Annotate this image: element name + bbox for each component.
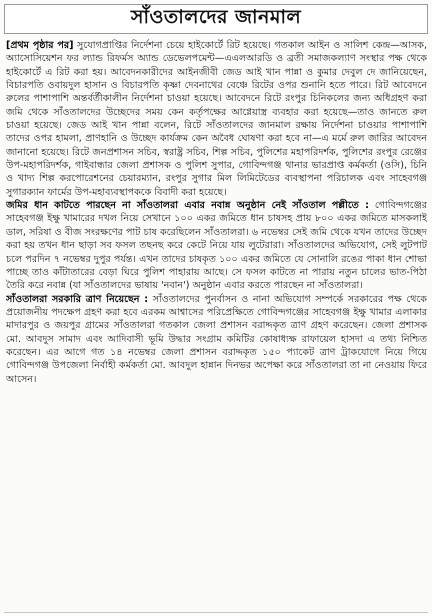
paragraph-1 — [6, 39, 427, 199]
paragraph-3-text: সাঁওতালদের পুনর্বাসন ও নানা অভিযোগ সম্পর্কে সরকারের পক্ষ থেকে প্রয়োজনীয় পদক্ষেপ গ্রহণ করা হবে এরকম আশ্বাসের পরিপ্রেক্ষিতে গোবিন্দগঞ্জের সাহেবগঞ্জ ইক্ষু খামার এলাকার মাদারপুর ও জয়পুর গ্রামের সাঁওতালরা গতকাল জেলা প্রশাসন বরাদ্দকৃত ত্রাণ গ্রহণ করেছেন। জেলা প্রশাসক মো. আবদুস সামাদ এবং আদিবাসী ভূমি উদ্ধার সংগ্রাম কমিটির কোষাধ্যক্ষ রাফায়েল হাসদা এ তথ্য নিশ্চিত করেছেন। এর আগে গত ১৪ নভেম্বর জেলা প্রশাসন বরাদ্দকৃত ১৫০ প্যাকেট ত্রাণ ট্রাকযোগে নিয়ে গিয়ে গোবিন্দগঞ্জ উপজেলা নির্বাহী কর্মকর্তা মো. আবদুল হান্নান দিনভর অপেক্ষা করে সাঁওতালরা তা না নেওয়ায় ফিরে আসেন। — [6, 293, 427, 385]
paragraph-2 — [6, 199, 427, 292]
paragraph-1-text: সুযোগপ্রাপ্তির নির্দেশনা চেয়ে হাইকোর্টে রিট হয়েছে। গতকাল আইন ও সালিশ কেন্দ্র—আসক, অ্যাসোসিয়েশন ফর ল্যান্ড রিফর্মস অ্যান্ড ডেভেলপমেন্ট—এএলআরডি ও ব্রতী সমাজকল্যাণ সংস্থার পক্ষ থেকে হাইকোর্টে এ রিট করা হয়। আবেদনকারীদের আইনজীবী জেড আই খান পান্না ও কুমার দেবুল দে জানিয়েছেন, বিচারপতি ওবায়দুল হাসান ও বিচারপতি কৃষ্ণা দেবনাথের বেঞ্চে রিটের ওপর শুনানি হতে পারে। রিট আবেদনে রুলের পাশাপাশি অন্তর্বর্তীকালীন নির্দেশনা চাওয়া হয়েছে। আবেদনে রিটে রংপুর চিনিকলের জন্য অধিগ্রহণ করা জমি থেকে সাঁওতালদের উচ্ছেদের সময় কেন কর্তৃপক্ষের আগ্নেয়াস্ত্র ব্যবহার করা হয়েছে—তাও জানতে রুল চাওয়া হয়েছে। জেড আই খান পান্না বলেন, রিটে সাঁওতালদের জানমাল রক্ষায় নির্দেশনা চাওয়ার পাশাপাশি তাদের ওপর হামলা, প্রাণহানি ও উচ্ছেদ কার্যক্রম কেন অবৈধ ঘোষণা করা হবে না—এ মর্মে রুল জারির আবেদন জানানো হয়েছে। রিটে জনপ্রশাসন সচিব, স্বরাষ্ট্র সচিব, শিল্প সচিব, পুলিশের মহাপরিদর্শক, পুলিশের রংপুর রেঞ্জের উপ-মহাপরিদর্শক, গাইবান্ধার জেলা প্রশাসক ও পুলিশ সুপার, গোবিন্দগঞ্জ থানার ভারপ্রাপ্ত কর্মকর্তা (ওসি), চিনি ও খাদ্য শিল্প করপোরেশনের চেয়ারম্যান, রংপুর সুগার মিল লিমিটেডের ব্যবস্থাপনা পরিচালক এবং সাহেবগঞ্জ সুগারক্যান ফার্মের উপ-মহাব্যবস্থাপককে বিবাদী করা হয়েছে। — [6, 40, 427, 198]
continued-from-label: [প্রথম পৃষ্ঠার পর] — [6, 40, 74, 51]
headline-box — [4, 4, 428, 34]
headline: সাঁওতালদের জানমাল — [130, 6, 302, 28]
paragraph-2-text: গোবিন্দগঞ্জের সাহেবগঞ্জ ইক্ষু খামারের দখল নিয়ে সেখানে ১০০ একর জমিতে ধান চাষসহ প্রায় ৮০০ একর জমিতে মাসকলাই ডাল, সরিষা ও বীজ সংরক্ষণের পাট চাষ করেছিলেন সাঁওতালরা। ৬ নভেম্বর সেই জমি থেকে যখন তাদের উচ্ছেদ করা হয় তখন ধান ছাড়া সব ফসল তছনছ করে কেটে নিয়ে যায় লুটেরারা। সাঁওতালদের অভিযোগ, সেই লুটপাট চলে পরদিন ৭ নভেম্বর দুপুর পর্যন্ত। এখন তাদের চাষকৃত ১০০ একর জমিতে যে সোনালি রঙের পাকা ধান শোভা পাচ্ছে তাও কাঁটাতারের বেড়া ঘিরে পুলিশ পাহারায় আছে। সে ফসল কাটতে না পারায় নতুন চালের ভাত-পিঠা তৈরি করে নবান্ন (যা সাঁওতালদের ভাষায় 'নবান') অনুষ্ঠান এবার করতে পারছেন না সাঁওতালরা। — [6, 200, 427, 292]
paragraph-3 — [6, 293, 427, 386]
bottom-divider — [4, 612, 428, 613]
subheading-harvest: জমির ধান কাটতে পারছেন না সাঁওতালরা এবার নবান্ন অনুষ্ঠান নেই সাঁওতাল পল্লীতে : — [6, 200, 369, 212]
article-body — [6, 39, 427, 611]
subheading-relief: সাঁওতালরা সরকারি ত্রাণ নিয়েছেন : — [6, 293, 149, 305]
